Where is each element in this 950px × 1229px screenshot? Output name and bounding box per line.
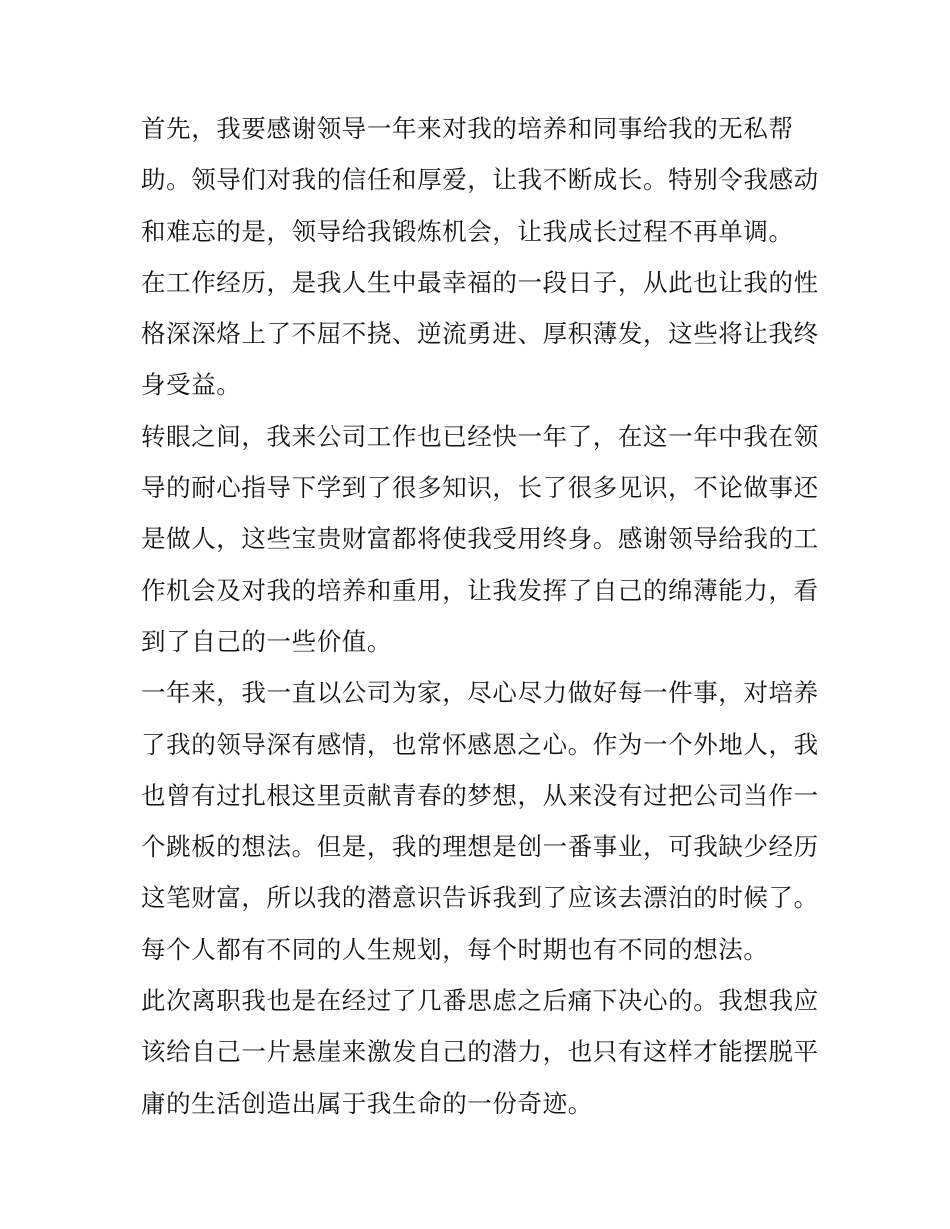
text-line: 也曾有过扎根这里贡献青春的梦想，从来没有过把公司当作一 (141, 780, 819, 810)
text-line: 该给自己一片悬崖来激发自己的潜力，也只有这样才能摆脱平 (141, 1037, 819, 1067)
text-line: 是做人，这些宝贵财富都将使我受用终身。感谢领导给我的工 (141, 524, 819, 554)
text-line: 身受益。 (141, 370, 242, 400)
text-line: 一年来，我一直以公司为家，尽心尽力做好每一件事，对培养 (141, 678, 819, 708)
text-line: 到了自己的一些价值。 (141, 626, 392, 656)
text-line: 个跳板的想法。但是，我的理想是创一番事业，可我缺少经历 (141, 832, 819, 862)
text-line: 导的耐心指导下学到了很多知识，长了很多见识，不论做事还 (141, 473, 819, 503)
text-line: 在工作经历，是我人生中最幸福的一段日子，从此也让我的性 (141, 267, 819, 297)
text-line: 此次离职我也是在经过了几番思虑之后痛下决心的。我想我应 (141, 986, 819, 1016)
text-line: 助。领导们对我的信任和厚爱，让我不断成长。特别令我感动 (141, 165, 819, 195)
text-line: 庸的生活创造出属于我生命的一份奇迹。 (141, 1088, 593, 1118)
text-line: 首先，我要感谢领导一年来对我的培养和同事给我的无私帮 (141, 114, 794, 143)
text-line: 了我的领导深有感情，也常怀感恩之心。作为一个外地人，我 (141, 729, 819, 759)
text-line: 作机会及对我的培养和重用，让我发挥了自己的绵薄能力，看 (141, 575, 819, 605)
text-line: 每个人都有不同的人生规划，每个时期也有不同的想法。 (141, 934, 769, 964)
text-line: 格深深烙上了不屈不挠、逆流勇进、厚积薄发，这些将让我终 (141, 319, 819, 349)
text-line: 这笔财富，所以我的潜意识告诉我到了应该去漂泊的时候了。 (141, 883, 819, 913)
text-line: 和难忘的是，领导给我锻炼机会，让我成长过程不再单调。 (141, 216, 794, 246)
text-line: 转眼之间，我来公司工作也已经快一年了，在这一年中我在领 (141, 421, 819, 451)
body-text (141, 103, 821, 1129)
